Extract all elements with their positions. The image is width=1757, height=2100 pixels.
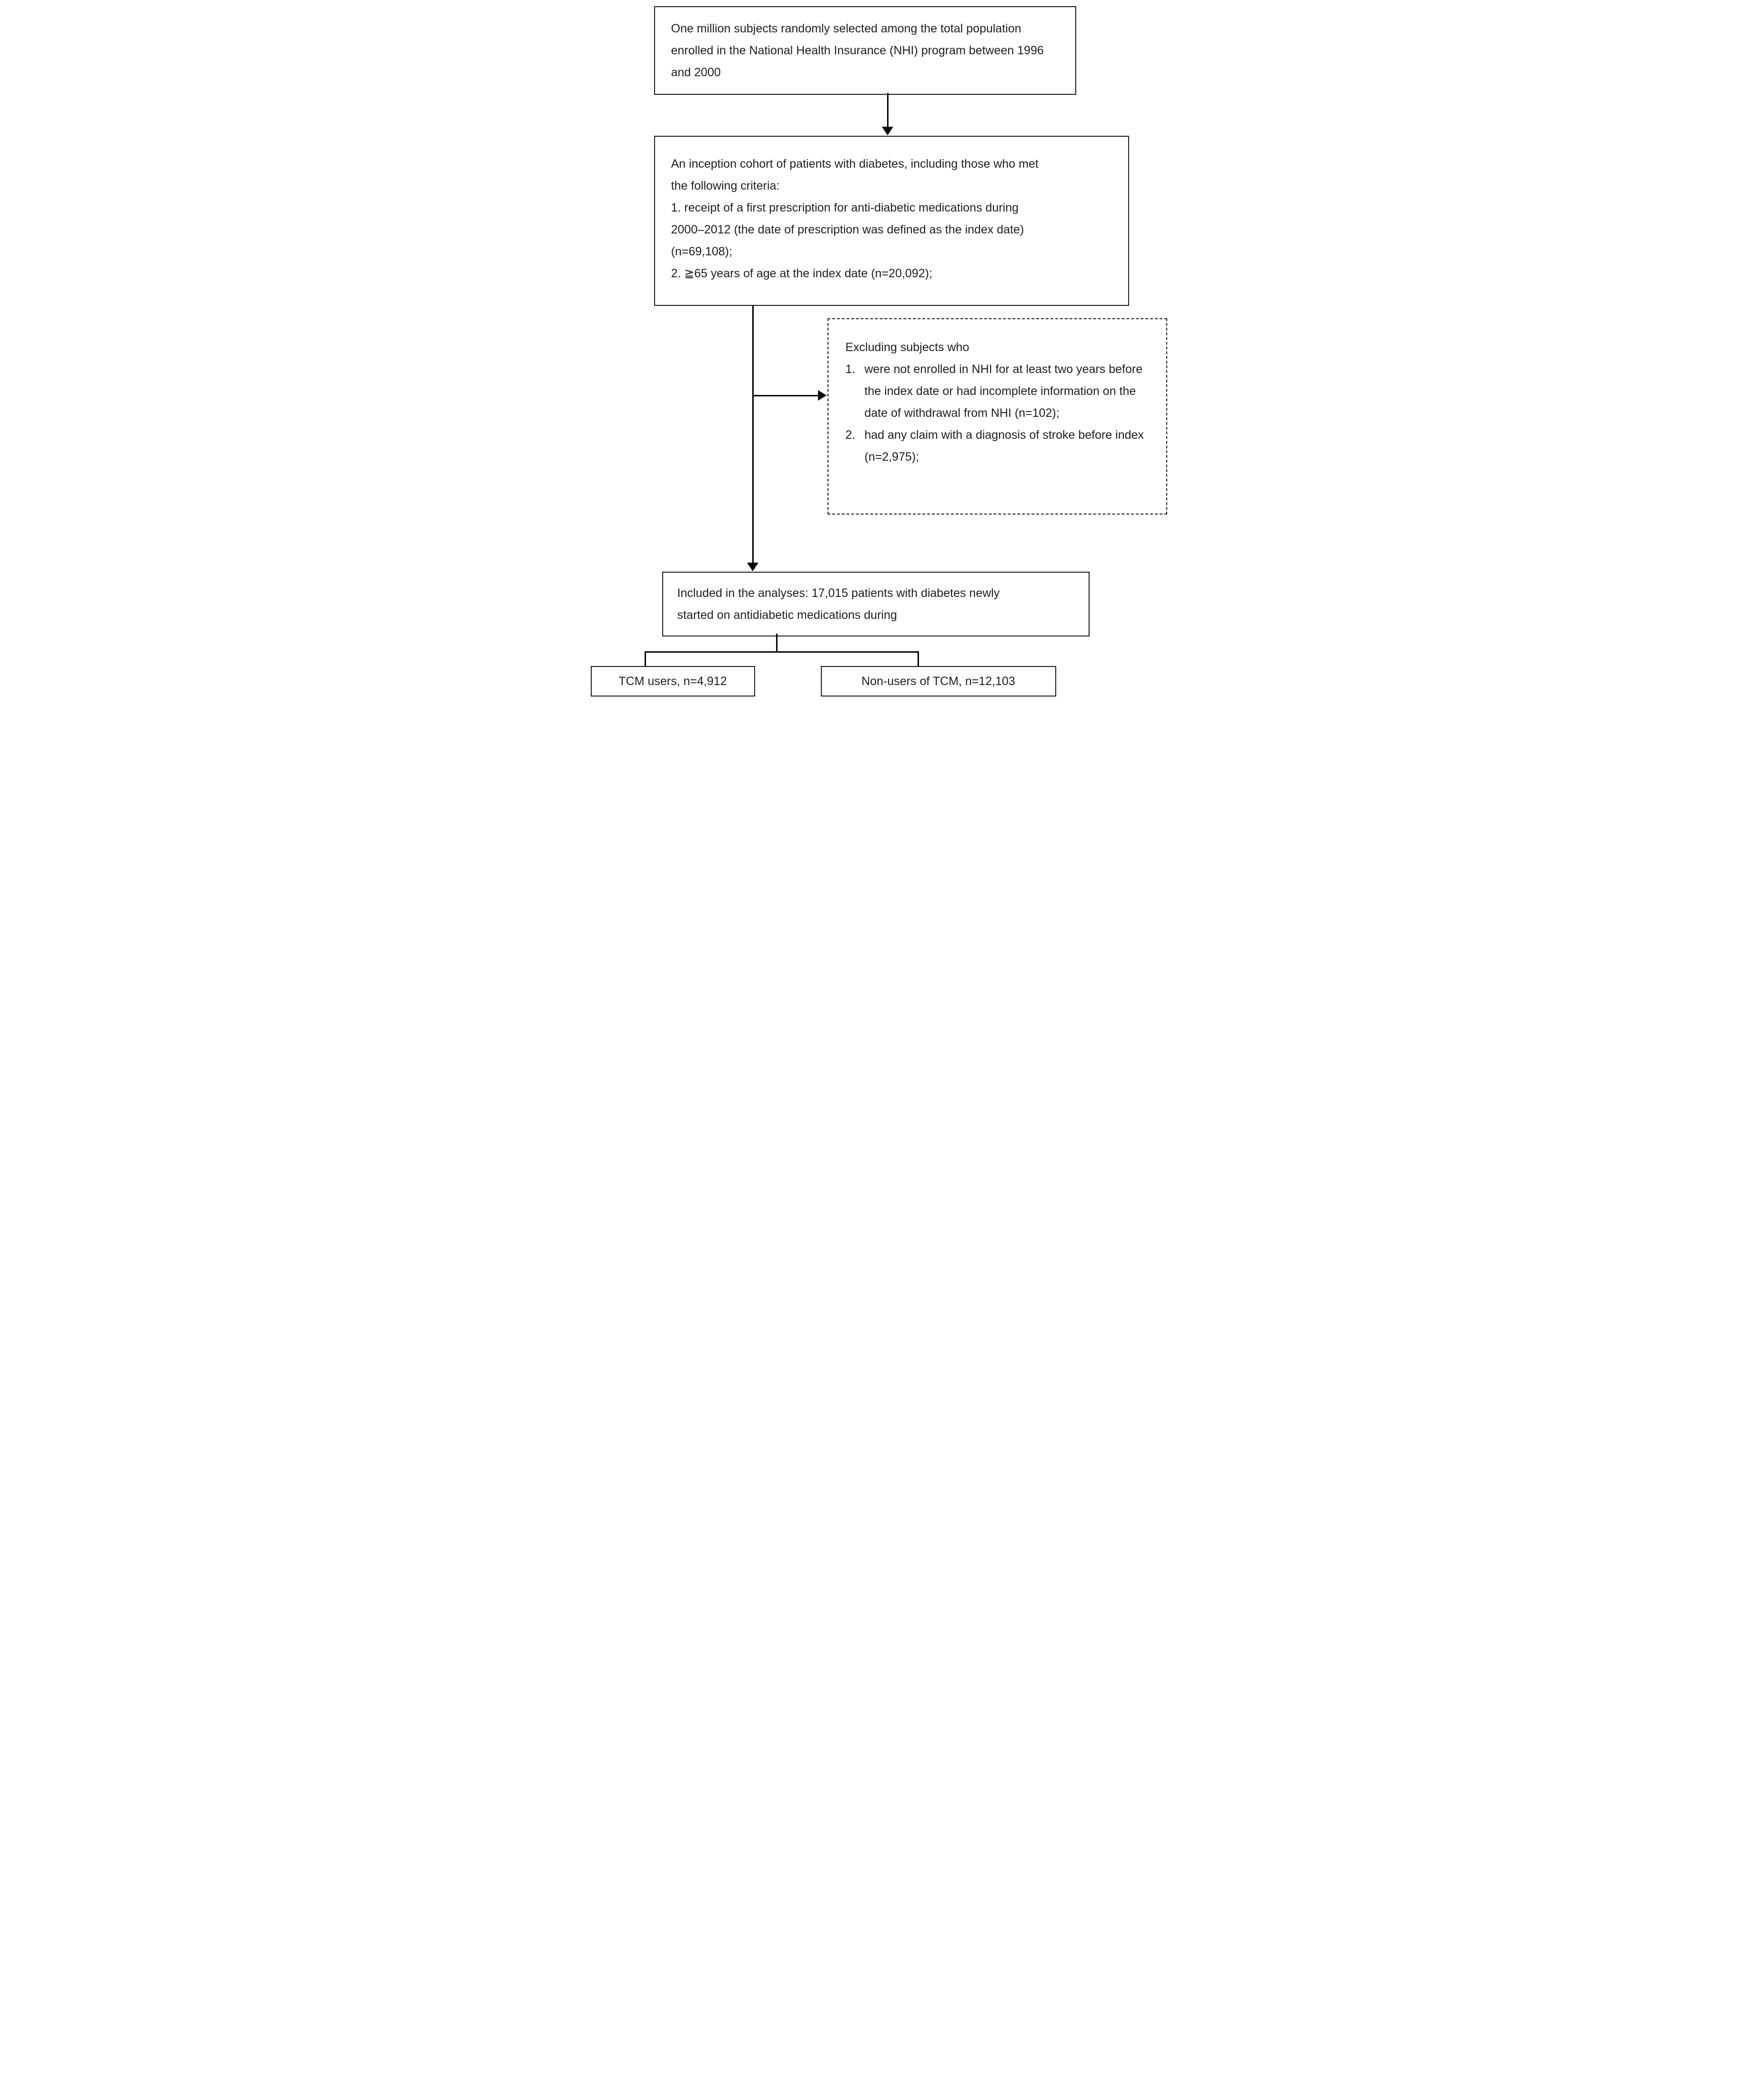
cohort-criteria-1: 1. receipt of a first prescription for anti-diabetic medications during 2000–2012 (the date of prescription was defined as the index date) (n=69,108); [671, 201, 1024, 258]
arrowhead-down-icon [882, 127, 893, 135]
box-inception-cohort [654, 136, 1129, 306]
cohort-criteria-2: 2. ≧65 years of age at the index date (n=20,092); [671, 267, 932, 280]
exclusion-item-1-number: 1. [845, 363, 856, 376]
included-text: Included in the analyses: 17,015 patients with diabetes newly started on antidiabetic medications during [677, 586, 1000, 622]
tcm-users-text: TCM users, n=4,912 [618, 675, 727, 688]
cohort-intro-text: An inception cohort of patients with diabetes, including those who met the following criteria: [671, 157, 1039, 192]
branch-left-drop-line [645, 651, 646, 667]
branch-horizontal-line [645, 651, 919, 653]
arrowhead-right-icon [818, 390, 827, 401]
branch-right-drop-line [918, 651, 919, 667]
connector-cohort-to-included [752, 306, 754, 564]
box-tcm-users [591, 666, 755, 697]
exclusion-item-1 [846, 358, 1153, 424]
box-population [654, 6, 1076, 95]
exclusion-item-2 [846, 424, 1153, 468]
non-users-text: Non-users of TCM, n=12,103 [861, 675, 1015, 688]
box-population-text: One million subjects randomly selected among the total population enrolled in the National Health Insurance (NHI) program between 1996 and 2000 [671, 22, 1044, 79]
box-non-users [821, 666, 1056, 697]
arrowhead-down-icon [747, 563, 758, 571]
box-exclusion-criteria [828, 318, 1167, 515]
exclusion-item-1-text: were not enrolled in NHI for at least two years before the index date or had incomplete information on the date of withdrawal from NHI (n=102); [864, 363, 1143, 420]
box-included-analyses [662, 572, 1090, 636]
connector-to-exclusion [753, 395, 819, 396]
exclusion-item-2-number: 2. [845, 428, 856, 442]
exclusion-item-2-text: had any claim with a diagnosis of stroke before index (n=2,975); [864, 428, 1144, 464]
exclusion-title: Excluding subjects who [845, 341, 969, 354]
connector-population-to-cohort [887, 93, 889, 128]
study-flowchart [586, 0, 1171, 700]
branch-stub-line [776, 634, 778, 653]
